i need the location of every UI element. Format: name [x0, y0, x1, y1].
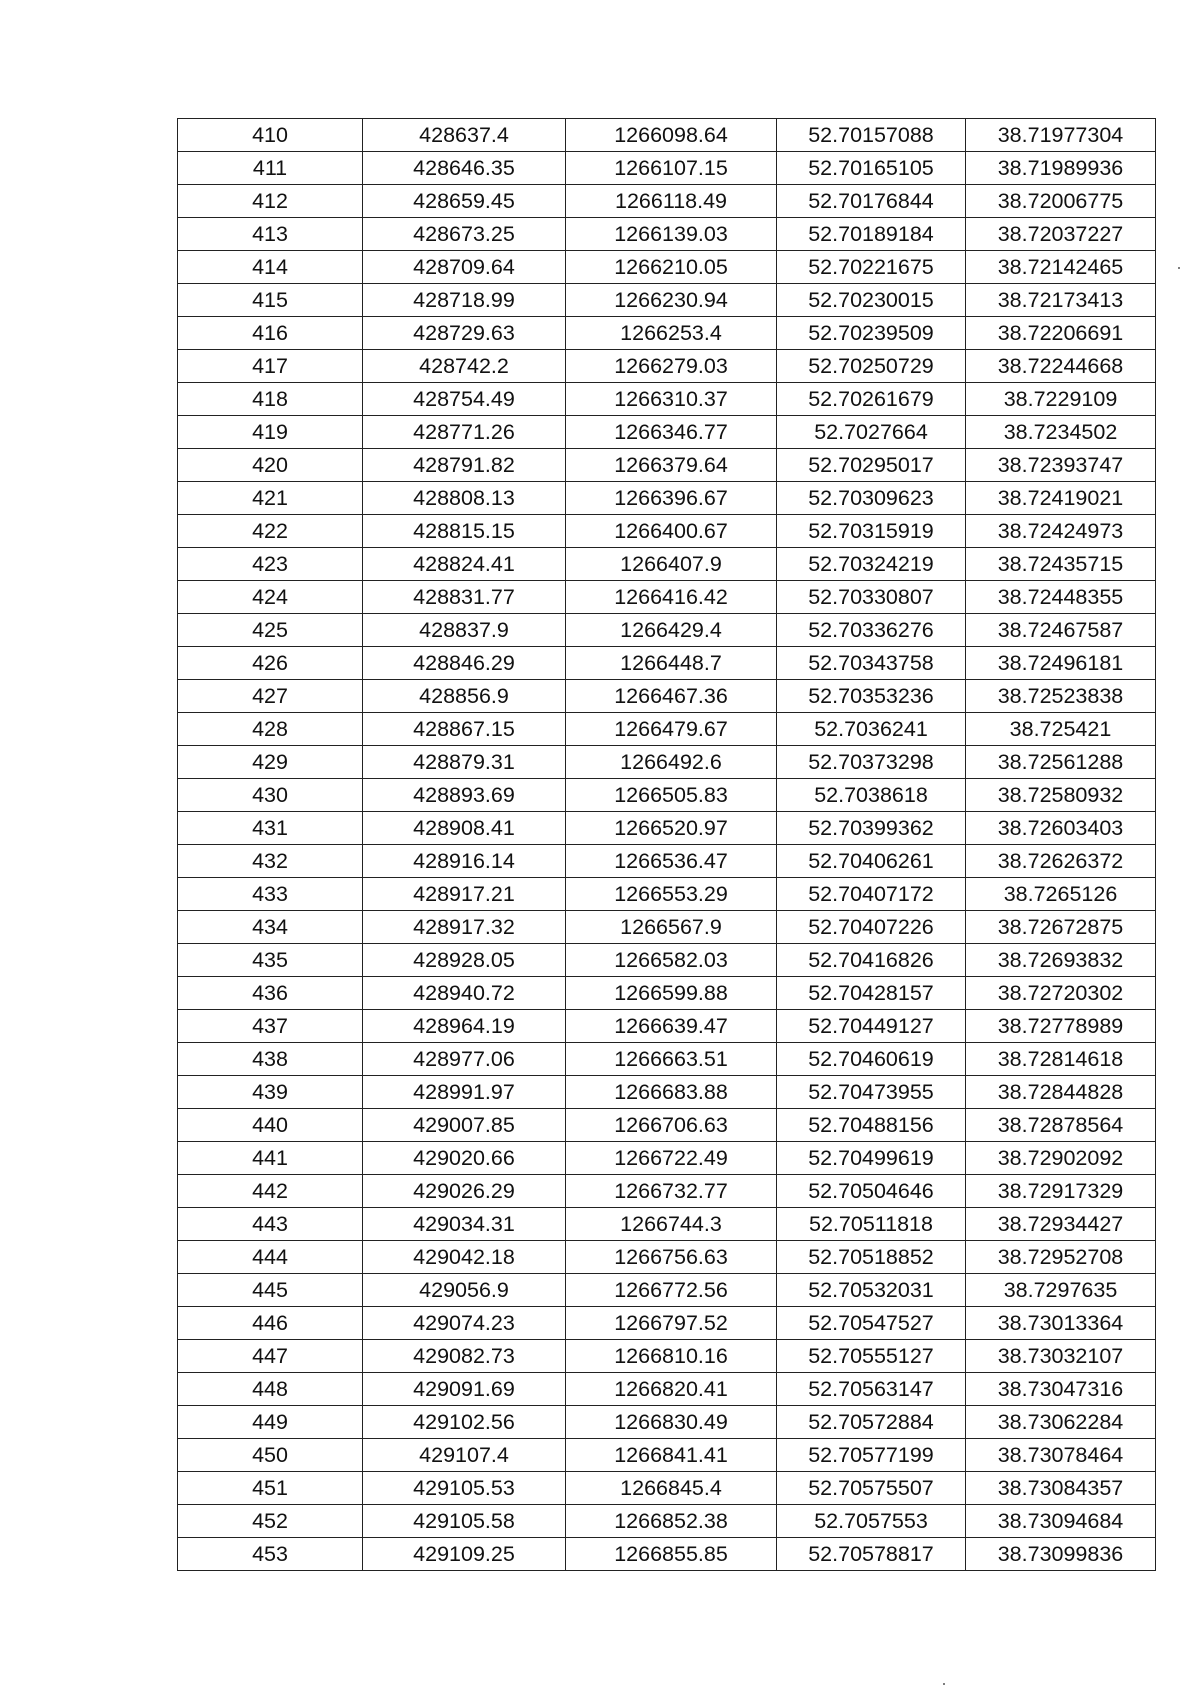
latitude-cell: 52.70157088 — [777, 119, 966, 152]
table-row — [178, 944, 1156, 977]
x-coordinate-cell: 429082.73 — [363, 1340, 566, 1373]
y-coordinate-cell: 1266852.38 — [566, 1505, 777, 1538]
y-coordinate-cell: 1266732.77 — [566, 1175, 777, 1208]
x-coordinate-cell: 428837.9 — [363, 614, 566, 647]
point-number-cell: 434 — [178, 911, 363, 944]
point-number-cell: 428 — [178, 713, 363, 746]
point-number-cell: 411 — [178, 152, 363, 185]
y-coordinate-cell: 1266396.67 — [566, 482, 777, 515]
latitude-cell: 52.70578817 — [777, 1538, 966, 1571]
latitude-cell: 52.70511818 — [777, 1208, 966, 1241]
table-row — [178, 119, 1156, 152]
x-coordinate-cell: 428917.32 — [363, 911, 566, 944]
x-coordinate-cell: 428893.69 — [363, 779, 566, 812]
table-row — [178, 482, 1156, 515]
latitude-cell: 52.7036241 — [777, 713, 966, 746]
y-coordinate-cell: 1266830.49 — [566, 1406, 777, 1439]
table-row — [178, 1241, 1156, 1274]
longitude-cell: 38.72424973 — [966, 515, 1156, 548]
table-row — [178, 1175, 1156, 1208]
latitude-cell: 52.70399362 — [777, 812, 966, 845]
latitude-cell: 52.70250729 — [777, 350, 966, 383]
y-coordinate-cell: 1266599.88 — [566, 977, 777, 1010]
latitude-cell: 52.70189184 — [777, 218, 966, 251]
y-coordinate-cell: 1266855.85 — [566, 1538, 777, 1571]
table-row — [178, 911, 1156, 944]
longitude-cell: 38.72467587 — [966, 614, 1156, 647]
table-row — [178, 1208, 1156, 1241]
table-row — [178, 1043, 1156, 1076]
x-coordinate-cell: 429034.31 — [363, 1208, 566, 1241]
table-row — [178, 713, 1156, 746]
latitude-cell: 52.70343758 — [777, 647, 966, 680]
point-number-cell: 416 — [178, 317, 363, 350]
table-row — [178, 1538, 1156, 1571]
y-coordinate-cell: 1266810.16 — [566, 1340, 777, 1373]
longitude-cell: 38.7229109 — [966, 383, 1156, 416]
x-coordinate-cell: 428709.64 — [363, 251, 566, 284]
longitude-cell: 38.72672875 — [966, 911, 1156, 944]
y-coordinate-cell: 1266467.36 — [566, 680, 777, 713]
point-number-cell: 452 — [178, 1505, 363, 1538]
y-coordinate-cell: 1266845.4 — [566, 1472, 777, 1505]
x-coordinate-cell: 428742.2 — [363, 350, 566, 383]
y-coordinate-cell: 1266492.6 — [566, 746, 777, 779]
latitude-cell: 52.70547527 — [777, 1307, 966, 1340]
longitude-cell: 38.72173413 — [966, 284, 1156, 317]
latitude-cell: 52.70295017 — [777, 449, 966, 482]
point-number-cell: 426 — [178, 647, 363, 680]
table-row — [178, 251, 1156, 284]
point-number-cell: 447 — [178, 1340, 363, 1373]
longitude-cell: 38.73047316 — [966, 1373, 1156, 1406]
y-coordinate-cell: 1266253.4 — [566, 317, 777, 350]
latitude-cell: 52.70488156 — [777, 1109, 966, 1142]
x-coordinate-cell: 428867.15 — [363, 713, 566, 746]
latitude-cell: 52.70309623 — [777, 482, 966, 515]
x-coordinate-cell: 428917.21 — [363, 878, 566, 911]
table-row — [178, 680, 1156, 713]
point-number-cell: 441 — [178, 1142, 363, 1175]
point-number-cell: 412 — [178, 185, 363, 218]
scan-speck — [943, 1683, 945, 1685]
y-coordinate-cell: 1266797.52 — [566, 1307, 777, 1340]
y-coordinate-cell: 1266722.49 — [566, 1142, 777, 1175]
table-row — [178, 1076, 1156, 1109]
latitude-cell: 52.70261679 — [777, 383, 966, 416]
x-coordinate-cell: 428771.26 — [363, 416, 566, 449]
longitude-cell: 38.72952708 — [966, 1241, 1156, 1274]
y-coordinate-cell: 1266479.67 — [566, 713, 777, 746]
point-number-cell: 449 — [178, 1406, 363, 1439]
point-number-cell: 417 — [178, 350, 363, 383]
point-number-cell: 453 — [178, 1538, 363, 1571]
longitude-cell: 38.72006775 — [966, 185, 1156, 218]
y-coordinate-cell: 1266756.63 — [566, 1241, 777, 1274]
latitude-cell: 52.70577199 — [777, 1439, 966, 1472]
x-coordinate-cell: 428940.72 — [363, 977, 566, 1010]
latitude-cell: 52.70575507 — [777, 1472, 966, 1505]
point-number-cell: 433 — [178, 878, 363, 911]
y-coordinate-cell: 1266448.7 — [566, 647, 777, 680]
y-coordinate-cell: 1266416.42 — [566, 581, 777, 614]
point-number-cell: 436 — [178, 977, 363, 1010]
y-coordinate-cell: 1266400.67 — [566, 515, 777, 548]
x-coordinate-cell: 428977.06 — [363, 1043, 566, 1076]
point-number-cell: 444 — [178, 1241, 363, 1274]
point-number-cell: 419 — [178, 416, 363, 449]
y-coordinate-cell: 1266639.47 — [566, 1010, 777, 1043]
longitude-cell: 38.72603403 — [966, 812, 1156, 845]
point-number-cell: 410 — [178, 119, 363, 152]
x-coordinate-cell: 428754.49 — [363, 383, 566, 416]
latitude-cell: 52.70407226 — [777, 911, 966, 944]
longitude-cell: 38.72142465 — [966, 251, 1156, 284]
table-row — [178, 1109, 1156, 1142]
x-coordinate-cell: 429105.58 — [363, 1505, 566, 1538]
x-coordinate-cell: 429074.23 — [363, 1307, 566, 1340]
longitude-cell: 38.72580932 — [966, 779, 1156, 812]
longitude-cell: 38.73013364 — [966, 1307, 1156, 1340]
latitude-cell: 52.70518852 — [777, 1241, 966, 1274]
table-row — [178, 977, 1156, 1010]
latitude-cell: 52.7057553 — [777, 1505, 966, 1538]
point-number-cell: 431 — [178, 812, 363, 845]
coordinates-table — [177, 118, 1156, 1571]
latitude-cell: 52.70563147 — [777, 1373, 966, 1406]
longitude-cell: 38.72037227 — [966, 218, 1156, 251]
longitude-cell: 38.73099836 — [966, 1538, 1156, 1571]
y-coordinate-cell: 1266098.64 — [566, 119, 777, 152]
latitude-cell: 52.70473955 — [777, 1076, 966, 1109]
point-number-cell: 423 — [178, 548, 363, 581]
longitude-cell: 38.72902092 — [966, 1142, 1156, 1175]
y-coordinate-cell: 1266520.97 — [566, 812, 777, 845]
point-number-cell: 414 — [178, 251, 363, 284]
point-number-cell: 415 — [178, 284, 363, 317]
y-coordinate-cell: 1266310.37 — [566, 383, 777, 416]
longitude-cell: 38.7265126 — [966, 878, 1156, 911]
y-coordinate-cell: 1266346.77 — [566, 416, 777, 449]
table-row — [178, 1274, 1156, 1307]
point-number-cell: 435 — [178, 944, 363, 977]
point-number-cell: 442 — [178, 1175, 363, 1208]
latitude-cell: 52.70572884 — [777, 1406, 966, 1439]
longitude-cell: 38.72435715 — [966, 548, 1156, 581]
table-row — [178, 1472, 1156, 1505]
point-number-cell: 424 — [178, 581, 363, 614]
table-row — [178, 152, 1156, 185]
longitude-cell: 38.72693832 — [966, 944, 1156, 977]
table-row — [178, 845, 1156, 878]
point-number-cell: 432 — [178, 845, 363, 878]
latitude-cell: 52.70176844 — [777, 185, 966, 218]
longitude-cell: 38.7234502 — [966, 416, 1156, 449]
point-number-cell: 418 — [178, 383, 363, 416]
point-number-cell: 446 — [178, 1307, 363, 1340]
longitude-cell: 38.72917329 — [966, 1175, 1156, 1208]
table-row — [178, 449, 1156, 482]
point-number-cell: 425 — [178, 614, 363, 647]
point-number-cell: 421 — [178, 482, 363, 515]
latitude-cell: 52.70336276 — [777, 614, 966, 647]
longitude-cell: 38.72244668 — [966, 350, 1156, 383]
table-row — [178, 1340, 1156, 1373]
x-coordinate-cell: 428856.9 — [363, 680, 566, 713]
table-row — [178, 1406, 1156, 1439]
x-coordinate-cell: 429020.66 — [363, 1142, 566, 1175]
x-coordinate-cell: 429109.25 — [363, 1538, 566, 1571]
table-row — [178, 1307, 1156, 1340]
table-row — [178, 1505, 1156, 1538]
table-row — [178, 1010, 1156, 1043]
longitude-cell: 38.71977304 — [966, 119, 1156, 152]
x-coordinate-cell: 428791.82 — [363, 449, 566, 482]
latitude-cell: 52.70449127 — [777, 1010, 966, 1043]
y-coordinate-cell: 1266139.03 — [566, 218, 777, 251]
latitude-cell: 52.70330807 — [777, 581, 966, 614]
x-coordinate-cell: 428659.45 — [363, 185, 566, 218]
x-coordinate-cell: 429007.85 — [363, 1109, 566, 1142]
table-row — [178, 185, 1156, 218]
latitude-cell: 52.70373298 — [777, 746, 966, 779]
x-coordinate-cell: 428824.41 — [363, 548, 566, 581]
longitude-cell: 38.72878564 — [966, 1109, 1156, 1142]
y-coordinate-cell: 1266407.9 — [566, 548, 777, 581]
table-row — [178, 317, 1156, 350]
latitude-cell: 52.70428157 — [777, 977, 966, 1010]
longitude-cell: 38.73094684 — [966, 1505, 1156, 1538]
latitude-cell: 52.70324219 — [777, 548, 966, 581]
x-coordinate-cell: 428673.25 — [363, 218, 566, 251]
scan-speck — [1178, 267, 1180, 269]
longitude-cell: 38.73078464 — [966, 1439, 1156, 1472]
point-number-cell: 437 — [178, 1010, 363, 1043]
longitude-cell: 38.73084357 — [966, 1472, 1156, 1505]
point-number-cell: 420 — [178, 449, 363, 482]
y-coordinate-cell: 1266772.56 — [566, 1274, 777, 1307]
latitude-cell: 52.70460619 — [777, 1043, 966, 1076]
y-coordinate-cell: 1266841.41 — [566, 1439, 777, 1472]
latitude-cell: 52.70407172 — [777, 878, 966, 911]
latitude-cell: 52.70555127 — [777, 1340, 966, 1373]
point-number-cell: 429 — [178, 746, 363, 779]
y-coordinate-cell: 1266820.41 — [566, 1373, 777, 1406]
point-number-cell: 430 — [178, 779, 363, 812]
y-coordinate-cell: 1266230.94 — [566, 284, 777, 317]
x-coordinate-cell: 429107.4 — [363, 1439, 566, 1472]
x-coordinate-cell: 428831.77 — [363, 581, 566, 614]
point-number-cell: 438 — [178, 1043, 363, 1076]
longitude-cell: 38.71989936 — [966, 152, 1156, 185]
y-coordinate-cell: 1266379.64 — [566, 449, 777, 482]
longitude-cell: 38.72814618 — [966, 1043, 1156, 1076]
point-number-cell: 413 — [178, 218, 363, 251]
x-coordinate-cell: 428879.31 — [363, 746, 566, 779]
point-number-cell: 440 — [178, 1109, 363, 1142]
table-row — [178, 1439, 1156, 1472]
point-number-cell: 427 — [178, 680, 363, 713]
longitude-cell: 38.73062284 — [966, 1406, 1156, 1439]
x-coordinate-cell: 428916.14 — [363, 845, 566, 878]
x-coordinate-cell: 429091.69 — [363, 1373, 566, 1406]
table-row — [178, 581, 1156, 614]
y-coordinate-cell: 1266744.3 — [566, 1208, 777, 1241]
latitude-cell: 52.70406261 — [777, 845, 966, 878]
y-coordinate-cell: 1266505.83 — [566, 779, 777, 812]
y-coordinate-cell: 1266683.88 — [566, 1076, 777, 1109]
longitude-cell: 38.72206691 — [966, 317, 1156, 350]
longitude-cell: 38.72778989 — [966, 1010, 1156, 1043]
x-coordinate-cell: 428808.13 — [363, 482, 566, 515]
latitude-cell: 52.70165105 — [777, 152, 966, 185]
latitude-cell: 52.70353236 — [777, 680, 966, 713]
point-number-cell: 451 — [178, 1472, 363, 1505]
x-coordinate-cell: 428991.97 — [363, 1076, 566, 1109]
table-row — [178, 779, 1156, 812]
latitude-cell: 52.70499619 — [777, 1142, 966, 1175]
x-coordinate-cell: 428928.05 — [363, 944, 566, 977]
table-row — [178, 383, 1156, 416]
x-coordinate-cell: 429105.53 — [363, 1472, 566, 1505]
x-coordinate-cell: 428846.29 — [363, 647, 566, 680]
point-number-cell: 439 — [178, 1076, 363, 1109]
x-coordinate-cell: 428908.41 — [363, 812, 566, 845]
longitude-cell: 38.72419021 — [966, 482, 1156, 515]
table-row — [178, 746, 1156, 779]
y-coordinate-cell: 1266118.49 — [566, 185, 777, 218]
x-coordinate-cell: 429026.29 — [363, 1175, 566, 1208]
x-coordinate-cell: 428729.63 — [363, 317, 566, 350]
x-coordinate-cell: 429056.9 — [363, 1274, 566, 1307]
coordinates-table-body — [178, 119, 1156, 1571]
y-coordinate-cell: 1266210.05 — [566, 251, 777, 284]
latitude-cell: 52.70416826 — [777, 944, 966, 977]
x-coordinate-cell: 428718.99 — [363, 284, 566, 317]
table-row — [178, 284, 1156, 317]
latitude-cell: 52.70532031 — [777, 1274, 966, 1307]
y-coordinate-cell: 1266567.9 — [566, 911, 777, 944]
latitude-cell: 52.7038618 — [777, 779, 966, 812]
longitude-cell: 38.72934427 — [966, 1208, 1156, 1241]
latitude-cell: 52.70315919 — [777, 515, 966, 548]
point-number-cell: 448 — [178, 1373, 363, 1406]
y-coordinate-cell: 1266706.63 — [566, 1109, 777, 1142]
y-coordinate-cell: 1266536.47 — [566, 845, 777, 878]
latitude-cell: 52.70230015 — [777, 284, 966, 317]
longitude-cell: 38.73032107 — [966, 1340, 1156, 1373]
x-coordinate-cell: 429042.18 — [363, 1241, 566, 1274]
table-row — [178, 515, 1156, 548]
table-row — [178, 1373, 1156, 1406]
table-row — [178, 812, 1156, 845]
longitude-cell: 38.72523838 — [966, 680, 1156, 713]
longitude-cell: 38.72393747 — [966, 449, 1156, 482]
longitude-cell: 38.72448355 — [966, 581, 1156, 614]
point-number-cell: 445 — [178, 1274, 363, 1307]
point-number-cell: 422 — [178, 515, 363, 548]
longitude-cell: 38.72496181 — [966, 647, 1156, 680]
latitude-cell: 52.7027664 — [777, 416, 966, 449]
y-coordinate-cell: 1266663.51 — [566, 1043, 777, 1076]
longitude-cell: 38.72844828 — [966, 1076, 1156, 1109]
x-coordinate-cell: 429102.56 — [363, 1406, 566, 1439]
y-coordinate-cell: 1266429.4 — [566, 614, 777, 647]
x-coordinate-cell: 428637.4 — [363, 119, 566, 152]
longitude-cell: 38.725421 — [966, 713, 1156, 746]
table-row — [178, 218, 1156, 251]
y-coordinate-cell: 1266582.03 — [566, 944, 777, 977]
y-coordinate-cell: 1266107.15 — [566, 152, 777, 185]
longitude-cell: 38.72720302 — [966, 977, 1156, 1010]
latitude-cell: 52.70221675 — [777, 251, 966, 284]
y-coordinate-cell: 1266279.03 — [566, 350, 777, 383]
table-row — [178, 614, 1156, 647]
point-number-cell: 443 — [178, 1208, 363, 1241]
table-row — [178, 878, 1156, 911]
latitude-cell: 52.70239509 — [777, 317, 966, 350]
table-row — [178, 548, 1156, 581]
longitude-cell: 38.72561288 — [966, 746, 1156, 779]
table-row — [178, 416, 1156, 449]
x-coordinate-cell: 428646.35 — [363, 152, 566, 185]
latitude-cell: 52.70504646 — [777, 1175, 966, 1208]
longitude-cell: 38.7297635 — [966, 1274, 1156, 1307]
longitude-cell: 38.72626372 — [966, 845, 1156, 878]
y-coordinate-cell: 1266553.29 — [566, 878, 777, 911]
table-row — [178, 647, 1156, 680]
point-number-cell: 450 — [178, 1439, 363, 1472]
x-coordinate-cell: 428815.15 — [363, 515, 566, 548]
x-coordinate-cell: 428964.19 — [363, 1010, 566, 1043]
table-row — [178, 1142, 1156, 1175]
table-row — [178, 350, 1156, 383]
